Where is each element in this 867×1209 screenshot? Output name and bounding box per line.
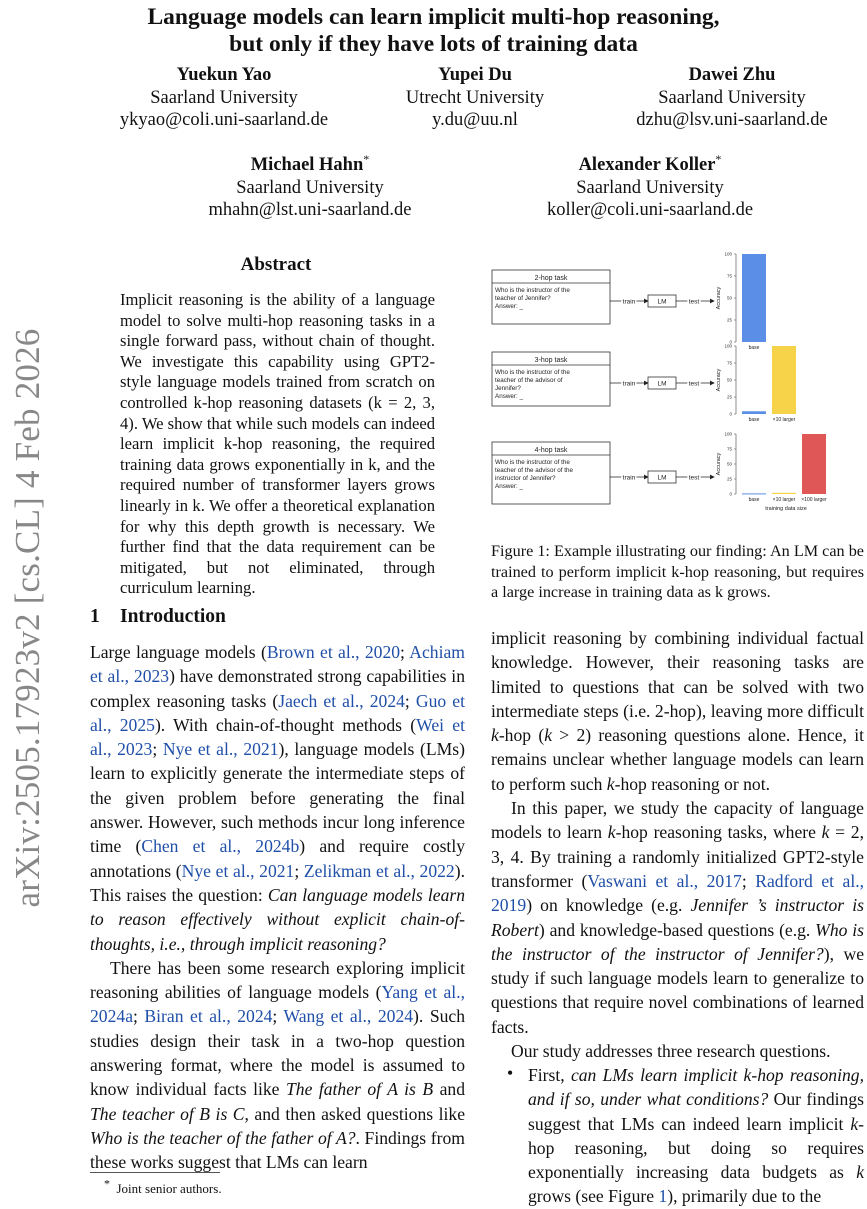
- test-label: test: [688, 474, 700, 482]
- author-affiliation: Saarland University: [658, 87, 806, 108]
- task-question-line: Who is the instructor of the: [495, 287, 570, 294]
- citation-link[interactable]: Wei et al., 2023: [90, 714, 465, 760]
- task-answer: Answer: _: [495, 393, 523, 400]
- title-line-2: but only if they have lots of training data: [229, 31, 638, 57]
- y-axis-label: Accuracy: [716, 286, 722, 310]
- lm-label: LM: [657, 298, 667, 306]
- x-tick-label: base: [748, 417, 760, 423]
- task-question-line: Jennifer?: [495, 385, 521, 392]
- y-tick-label: 50: [726, 461, 732, 467]
- figure-1: [488, 246, 866, 526]
- x-tick-label: ×10 larger: [772, 497, 796, 503]
- abstract-heading: Abstract: [240, 254, 312, 275]
- task-label: 2-hop task: [534, 275, 568, 282]
- task-label: 4-hop task: [534, 447, 568, 454]
- y-tick-label: 0: [729, 339, 732, 345]
- footnote: * Joint senior authors.: [104, 1176, 222, 1196]
- citation-link[interactable]: Chen et al., 2024b: [141, 836, 300, 857]
- research-question-1: First, can LMs learn implicit k-hop reasoning, and if so, under what conditions? Our findings suggest that LMs can indeed learn implicit k-hop reasoning, but doing so requires exponentially increasing data budgets as k grows (see Figure 1), primarily due to the: [528, 1065, 864, 1207]
- abstract-body: Implicit reasoning is the ability of a language model to solve multi-hop reasoning tasks in a single forward pass, without chain of thought. We investigate this capability using GPT2-style language models trained from scratch on controlled k-hop reasoning datasets (k = 2, 3, 4). We show that while such models can indeed learn implicit k-hop reasoning, the required training data grows exponentially in k, and the required number of transformer layers grows linearly in k. We offer a theoretical explanation for why this depth growth is necessary. We further find that the data requirement can be mitigated, but not eliminated, through curriculum learning.: [120, 290, 435, 598]
- author-block-3: [612, 64, 852, 132]
- task-question-line: teacher of Jennifer?: [495, 295, 551, 302]
- citation-link[interactable]: Vaswani et al., 2017: [587, 870, 742, 891]
- y-tick-label: 100: [724, 431, 732, 437]
- x-tick-label: ×10 larger: [772, 417, 796, 423]
- title-line-1: Language models can learn implicit multi-hop reasoning,: [147, 4, 720, 30]
- lm-label: LM: [657, 380, 667, 388]
- author-email: koller@coli.uni-saarland.de: [546, 200, 754, 220]
- author-block-1: [104, 64, 344, 132]
- arxiv-identifier: arXiv:2505.17923v2 [cs.CL] 4 Feb 2026: [8, 328, 47, 908]
- citation-link[interactable]: Brown et al., 2020: [266, 642, 401, 662]
- footnote-rule: [90, 1172, 220, 1173]
- citation-link[interactable]: Radford et al., 2019: [491, 870, 864, 916]
- task-question-line: teacher of the advisor of the: [495, 467, 574, 474]
- x-axis-label: training data size: [765, 506, 807, 512]
- author-email: mhahn@lst.uni-saarland.de: [208, 200, 412, 220]
- citation-link[interactable]: Nye et al., 2021: [181, 860, 295, 881]
- intro-right-column: [491, 626, 864, 1063]
- y-tick-label: 0: [729, 411, 732, 417]
- author-affiliation: Saarland University: [576, 177, 724, 198]
- y-axis-label: Accuracy: [716, 452, 722, 476]
- bar--10-larger: [772, 346, 796, 414]
- x-tick-label: base: [748, 345, 760, 351]
- author-block-2: [370, 64, 580, 132]
- y-tick-label: 25: [726, 394, 732, 400]
- citation-link[interactable]: Yang et al., 2024a: [90, 982, 465, 1027]
- author-name: Alexander Koller*: [578, 151, 722, 175]
- y-tick-label: 50: [726, 377, 732, 383]
- bar-base: [742, 493, 766, 494]
- author-email: ykyao@coli.uni-saarland.de: [119, 110, 329, 130]
- y-tick-label: 100: [724, 251, 732, 257]
- task-answer: Answer: _: [495, 483, 523, 490]
- task-label: 3-hop task: [534, 357, 568, 364]
- y-tick-label: 75: [726, 360, 732, 366]
- task-question-line: Who is the instructor of the: [495, 459, 570, 466]
- intro-paragraph-3: implicit reasoning by combining individual factual knowledge. However, their reasoning tasks are limited to questions that can be solved with two intermediate steps (i.e. 2-hop), leaving more difficult k-hop (k > 2) reasoning questions alone. Hence, it remains unclear whether language models can learn to perform such k-hop reasoning or not.: [491, 628, 864, 794]
- bar--100-larger: [802, 434, 826, 494]
- train-label: train: [622, 298, 636, 306]
- citation-link[interactable]: Achiam et al., 2023: [90, 642, 465, 687]
- test-label: test: [688, 380, 700, 388]
- author-name: Dawei Zhu: [688, 65, 776, 85]
- author-affiliation: Saarland University: [150, 87, 298, 108]
- x-tick-label: base: [748, 497, 760, 503]
- task-question-line: Who is the instructor of the: [495, 369, 570, 376]
- intro-paragraph-4: In this paper, we study the capacity of language models to learn k-hop reasoning tasks, where k = 2, 3, 4. By training a randomly initialized GPT2-style transformer (Vaswani et al., 2017; Radford et al., 2019) on knowledge (e.g. Jennifer ’s instructor is Robert) and knowledge-based questions (e.g. Who is the instructor of the instructor of Jennifer?), we study if such language models learn to generalize to questions that require novel combinations of learned facts.: [491, 798, 865, 1037]
- paper-title: [0, 4, 867, 58]
- author-name: Michael Hahn*: [250, 151, 370, 175]
- figure-ref-link[interactable]: 1: [658, 1186, 668, 1207]
- test-label: test: [688, 298, 700, 306]
- y-tick-label: 25: [726, 476, 732, 482]
- y-tick-label: 100: [724, 343, 732, 349]
- author-affiliation: Utrecht University: [405, 87, 545, 108]
- citation-link[interactable]: Wang et al., 2024: [283, 1006, 414, 1027]
- bullet-icon: •: [507, 1063, 514, 1083]
- bar--10-larger: [772, 493, 796, 494]
- y-tick-label: 50: [726, 295, 732, 301]
- figure-caption: Figure 1: Example illustrating our finding: An LM can be trained to perform implicit k-hop reasoning, but requires a large increase in training data as k grows.: [491, 542, 864, 601]
- section-title: Introduction: [120, 606, 226, 627]
- y-axis-label: Accuracy: [716, 368, 722, 392]
- author-block-4: [180, 151, 440, 222]
- task-answer: Answer: _: [495, 303, 523, 310]
- intro-paragraph-1: Large language models (Brown et al., 2020; Achiam et al., 2023) have demonstrated strong capabilities in complex reasoning tasks (Jaech et al., 2024; Guo et al., 2025). With chain-of-thought methods (Wei et al., 2023; Nye et al., 2021), language models (LMs) learn to explicitly generate the intermediate steps of the given problem before generating the final answer. However, such methods incur long inference time (Chen et al., 2024b) and require costly annotations (Nye et al., 2021; Zelikman et al., 2022). This raises the question: Can language models learn to reason effectively without explicit chain-of-thoughts, i.e., through implicit reasoning?: [90, 642, 466, 954]
- citation-link[interactable]: Nye et al., 2021: [162, 739, 279, 760]
- bar-base: [742, 411, 766, 414]
- citation-link[interactable]: Jaech et al., 2024: [278, 690, 405, 711]
- author-affiliation: Saarland University: [236, 177, 384, 198]
- y-tick-label: 0: [729, 491, 732, 497]
- x-tick-label: ×100 larger: [801, 497, 827, 503]
- intro-left-column: [90, 640, 465, 1175]
- lm-label: LM: [657, 474, 667, 482]
- task-question-line: instructor of Jennifer?: [495, 475, 556, 482]
- citation-link[interactable]: Zelikman et al., 2022: [303, 860, 455, 881]
- author-block-5: [510, 151, 790, 222]
- intro-paragraph-2: There has been some research exploring implicit reasoning abilities of language models (Yang et al., 2024a; Biran et al., 2024; Wang et al., 2024). Such studies design their task in a two-hop question answering format, where the model is assumed to know individual facts like The father of A is B and The teacher of B is C, and then asked questions like Who is the teacher of the father of A?. Findings from these works suggest that LMs can learn: [90, 957, 466, 1173]
- author-email: dzhu@lsv.uni-saarland.de: [636, 110, 828, 130]
- author-name: Yupei Du: [438, 65, 512, 85]
- train-label: train: [622, 380, 636, 388]
- citation-link[interactable]: Guo et al., 2025: [90, 690, 465, 735]
- section-heading: [90, 606, 226, 628]
- citation-link[interactable]: Biran et al., 2024: [144, 1006, 273, 1027]
- section-number: 1: [90, 606, 100, 627]
- intro-paragraph-5: Our study addresses three research questions.: [511, 1041, 831, 1062]
- y-tick-label: 75: [726, 273, 732, 279]
- y-tick-label: 25: [726, 317, 732, 323]
- author-name: Yuekun Yao: [176, 65, 272, 85]
- bar-base: [742, 254, 766, 342]
- author-email: y.du@uu.nl: [432, 110, 518, 130]
- y-tick-label: 75: [726, 446, 732, 452]
- task-question-line: teacher of the advisor of: [495, 377, 563, 384]
- train-label: train: [622, 474, 636, 482]
